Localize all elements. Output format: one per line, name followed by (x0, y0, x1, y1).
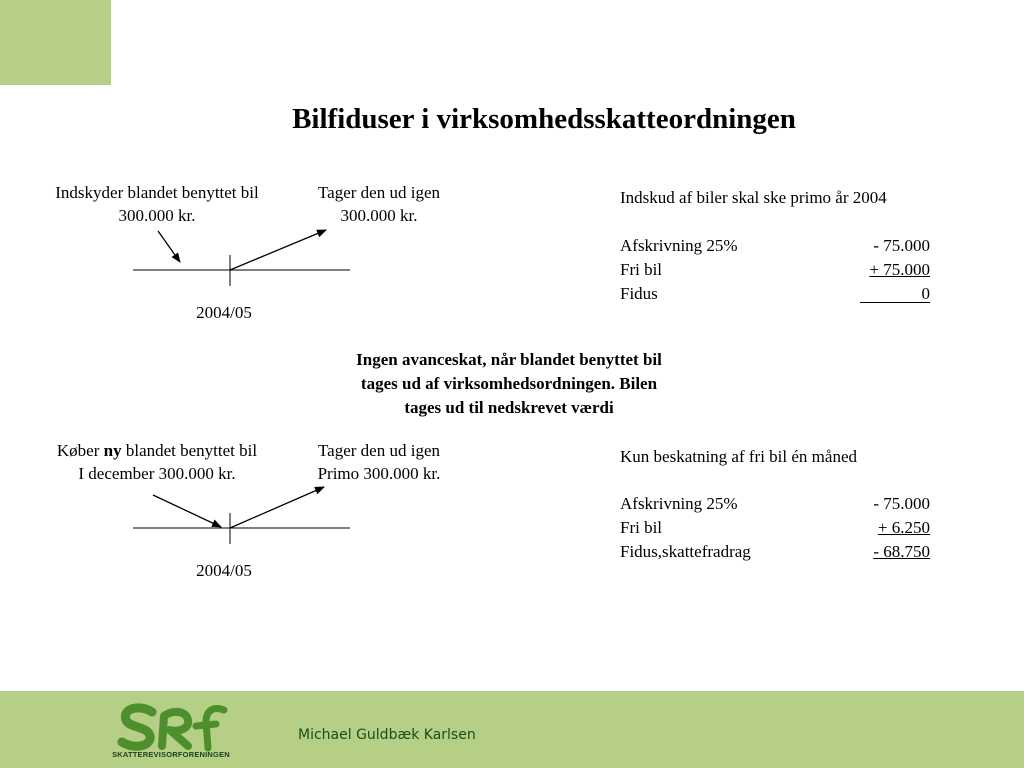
calc2-row-afskrivning-value: - 75.000 (873, 494, 930, 513)
calc2-heading: Kun beskatning af fri bil én måned (620, 447, 857, 466)
diagram2-in-arrow (153, 495, 221, 527)
calc2-row-fribil-label: Fri bil (620, 518, 663, 537)
diagram1-year-label: 2004/05 (196, 303, 252, 322)
logo-f-shape (196, 709, 224, 749)
diagram2-year-label: 2004/05 (196, 561, 252, 580)
calc1-row-fidus-value-text: 0 (860, 285, 930, 303)
calc1-row-fribil-label: Fri bil (620, 260, 663, 279)
calc1-heading: Indskud af biler skal ske primo år 2004 (620, 188, 887, 207)
middle-note-line1: Ingen avanceskat, når blandet benyttet bil (356, 350, 662, 369)
middle-note-line3: tages ud til nedskrevet værdi (404, 398, 614, 417)
calc2-row-afskrivning-label: Afskrivning 25% (620, 494, 738, 513)
calc2-row-fidus-label: Fidus,skattefradrag (620, 542, 751, 561)
calc2-row-fidus-value: - 68.750 (873, 542, 930, 561)
diagram2-right-label-line1: Tager den ud igen (317, 441, 440, 460)
diagram1-graphic (133, 230, 350, 286)
diagram1-left-label-line1: Indskyder blandet benyttet bil (55, 183, 259, 202)
diagram1-right-label-line1: Tager den ud igen (317, 183, 440, 202)
logo-r-shape (162, 712, 188, 746)
diagram2-right-label-line2: Primo 300.000 kr. (317, 464, 441, 483)
logo-wordmark: SKATTEREVISORFORENINGEN (112, 750, 230, 759)
diagram2-left-label-post: blandet benyttet bil (125, 441, 258, 460)
footer-author: Michael Guldbæk Karlsen (298, 727, 476, 743)
diagram1-out-arrow (230, 230, 326, 270)
diagram1-left-label-line2: 300.000 kr. (118, 206, 196, 225)
calc1-row-afskrivning-value: - 75.000 (873, 236, 930, 255)
diagram1-in-arrow (158, 231, 180, 262)
calc1-row-fribil-value: + 75.000 (869, 260, 930, 279)
calc2-row-fribil-value: + 6.250 (877, 518, 930, 537)
diagram2-graphic (133, 487, 350, 544)
diagram2-left-label-bold: ny (103, 441, 122, 460)
calc1-row-fidus-label: Fidus (620, 284, 658, 303)
calc1-row-fidus-value (830, 284, 930, 304)
middle-note-line2: tages ud af virksomhedsordningen. Bilen (360, 374, 658, 393)
slide-title: Bilfiduser i virksomhedsskatteordningen (292, 103, 796, 135)
diagram2-left-label-pre: Køber (56, 441, 100, 460)
middle-note (290, 348, 728, 420)
diagram2-out-arrow (230, 487, 324, 528)
logo-s-shape (122, 708, 152, 746)
calc1-row-afskrivning-label: Afskrivning 25% (620, 236, 738, 255)
diagram2-left-label-line2: I december 300.000 kr. (78, 464, 236, 483)
diagram1-right-label-line2: 300.000 kr. (340, 206, 418, 225)
